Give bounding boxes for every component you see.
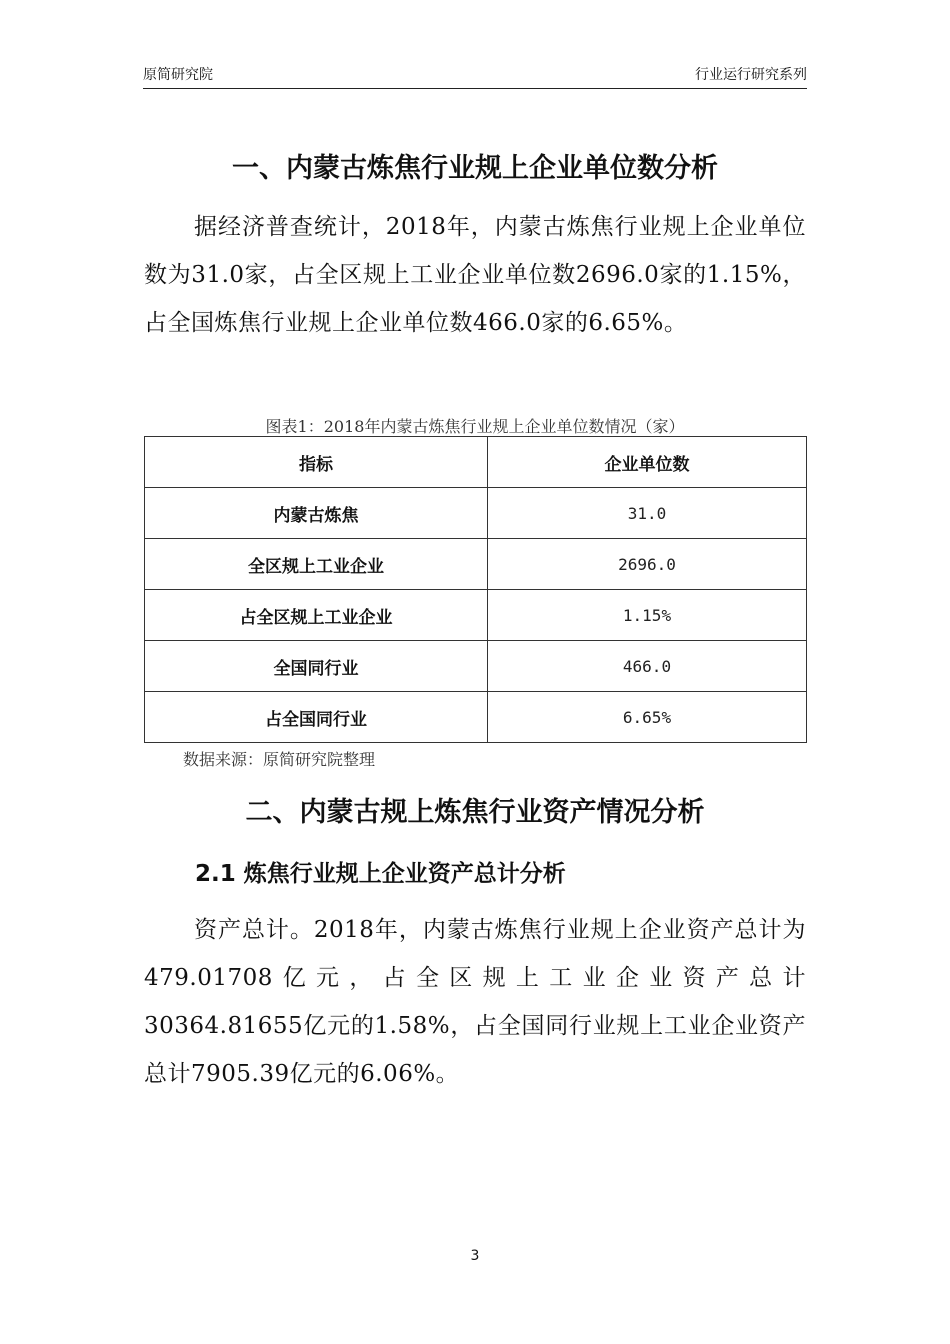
column-header-count: 企业单位数 <box>488 437 807 488</box>
page-number: 3 <box>470 1248 480 1264</box>
header-series-name: 行业运行研究系列 <box>695 67 807 83</box>
page-header <box>143 62 807 89</box>
section-1-paragraph: 据经济普查统计，2018年，内蒙古炼焦行业规上企业单位数为31.0家，占全区规上工业企业单位数2696.0家的1.15%，占全国炼焦行业规上企业单位数466.0家的6.65%。 <box>144 214 806 336</box>
enterprise-count-table <box>144 436 807 743</box>
section-2-title: 二、内蒙古规上炼焦行业资产情况分析 <box>245 797 705 828</box>
table-source-note: 数据来源：原简研究院整理 <box>183 750 376 769</box>
row-value: 2696.0 <box>488 539 807 590</box>
row-label: 占全国同行业 <box>145 692 488 743</box>
row-value: 6.65% <box>488 692 807 743</box>
header-org-name: 原简研究院 <box>143 67 213 83</box>
table-caption: 图表1：2018年内蒙古炼焦行业规上企业单位数情况（家） <box>265 417 685 436</box>
row-value: 466.0 <box>488 641 807 692</box>
table-row <box>145 488 807 539</box>
row-label: 全区规上工业企业 <box>145 539 488 590</box>
section-1-title: 一、内蒙古炼焦行业规上企业单位数分析 <box>232 153 718 184</box>
table-row <box>145 692 807 743</box>
table-row <box>145 590 807 641</box>
subsection-2-1-title: 2.1 炼焦行业规上企业资产总计分析 <box>195 861 566 887</box>
row-label: 全国同行业 <box>145 641 488 692</box>
table-header-row <box>145 437 807 488</box>
row-value: 1.15% <box>488 590 807 641</box>
table-row <box>145 641 807 692</box>
subsection-2-1-paragraph: 资产总计。2018年，内蒙古炼焦行业规上企业资产总计为479.01708亿元，占全区规上工业企业资产总计30364.81655亿元的1.58%，占全国同行业规上工业企业资产总计7905.39亿元的6.06%。 <box>144 917 806 1087</box>
row-label: 占全区规上工业企业 <box>145 590 488 641</box>
row-value: 31.0 <box>488 488 807 539</box>
column-header-indicator: 指标 <box>145 437 488 488</box>
row-label: 内蒙古炼焦 <box>145 488 488 539</box>
table-row <box>145 539 807 590</box>
